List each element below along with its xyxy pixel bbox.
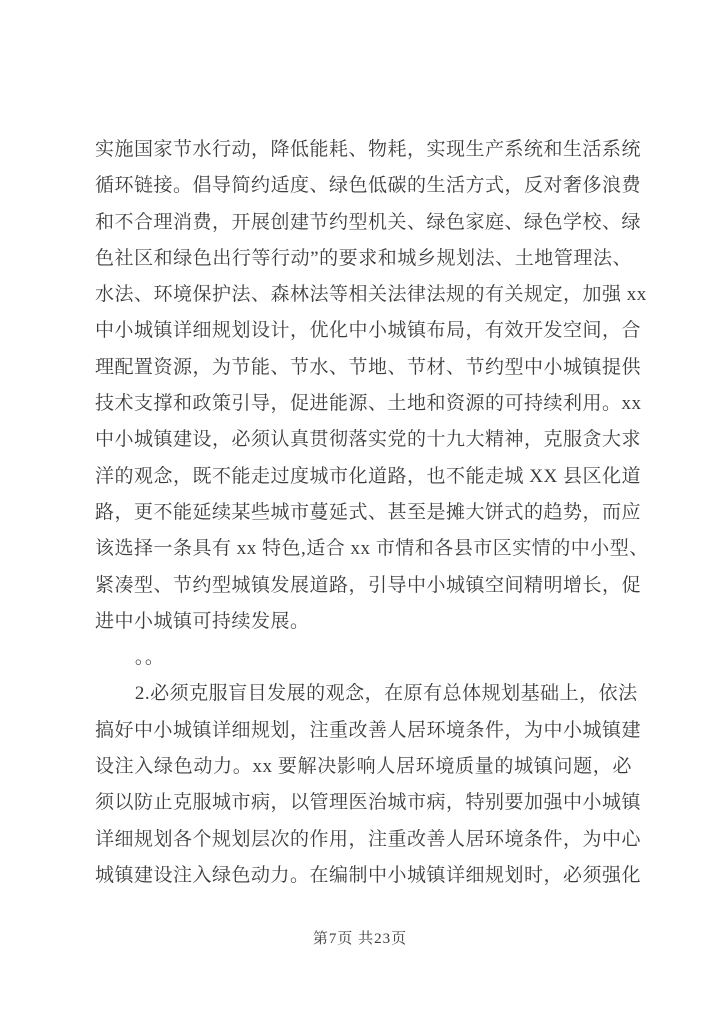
text-line: 须以防止克服城市病，以管理医治城市病，特别要加强中小城镇 (95, 792, 642, 814)
text-line: 详细规划各个规划层次的作用，注重改善人居环境条件，为中心 (95, 828, 642, 850)
text-line: 实施国家节水行动，降低能耗、物耗，实现生产系统和生活系统 (95, 139, 642, 160)
text-line: 和不合理消费，开展创建节约型机关、绿色家庭、绿色学校、绿 (95, 211, 642, 233)
page-number-label: 第7页 共23页 (312, 931, 408, 947)
page-footer (0, 928, 720, 950)
text-line: 技术支撑和政策引导，促进能源、土地和资源的可持续利用。xx (95, 393, 642, 415)
text-line: 。。 (134, 647, 165, 669)
text-line: 路，更不能延续某些城市蔓延式、甚至是摊大饼式的趋势，而应 (95, 501, 642, 523)
document-body (95, 132, 649, 894)
text-line: 色社区和绿色出行等行动”的要求和城乡规划法、土地管理法、 (95, 247, 632, 269)
text-line: 城镇建设注入绿色动力。在编制中小城镇详细规划时，必须强化 (95, 864, 642, 886)
text-line: 紧凑型、节约型城镇发展道路，引导中小城镇空间精明增长，促 (95, 574, 642, 596)
text-line: 中小城镇建设，必须认真贯彻落实党的十九大精神，克服贪大求 (95, 429, 642, 451)
text-line: 进中小城镇可持续发展。 (95, 610, 310, 632)
text-line: 中小城镇详细规划设计，优化中小城镇布局，有效开发空间，合 (95, 320, 642, 342)
text-line: 搞好中小城镇详细规划，注重改善人居环境条件，为中小城镇建 (95, 719, 642, 741)
text-line: 水法、环境保护法、森林法等相关法律法规的有关规定，加强 xx (95, 284, 647, 306)
text-line: 该选择一条具有 xx 特色,适合 xx 市情和各县市区实情的中小型、 (95, 538, 649, 560)
text-line: 循环链接。倡导简约适度、绿色低碳的生活方式，反对奢侈浪费 (95, 175, 642, 197)
text-line: 理配置资源，为节能、节水、节地、节材、节约型中小城镇提供 (95, 356, 642, 378)
text-line: 洋的观念，既不能走过度城市化道路，也不能走城 XX 县区化道 (95, 465, 641, 487)
text-line: 设注入绿色动力。xx 要解决影响人居环境质量的城镇问题，必 (95, 756, 632, 778)
text-line: 2.必须克服盲目发展的观念，在原有总体规划基础上，依法 (134, 683, 638, 705)
